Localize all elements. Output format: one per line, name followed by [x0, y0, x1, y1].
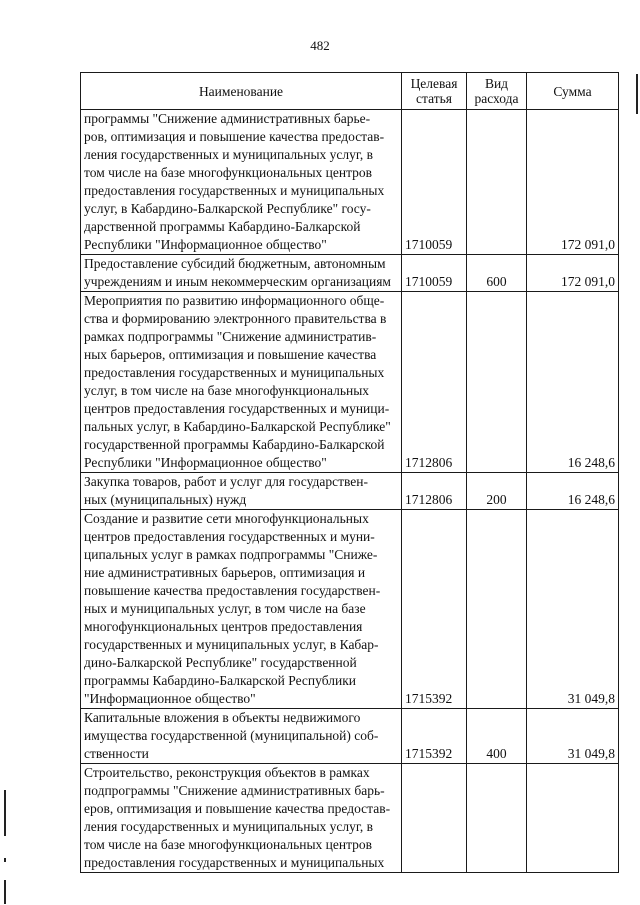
row-target-article: 1712806: [402, 473, 467, 510]
row-amount: 172 091,0: [527, 255, 619, 292]
header-expense-type: Вид расхода: [467, 73, 527, 110]
scan-margin-mark: [4, 880, 6, 904]
row-amount: 31 049,8: [527, 709, 619, 764]
row-name: Мероприятия по развитию информационного обще- ства и формированию электронного правительства в рамках подпрограммы "Снижение административ- ных барьеров, оптимизация и повышение качества предоставления государственных и муниципальных услуг, в том числе на базе многофункциональных центров предоставления государственных и муници- пальных услуг, в Кабардино-Балкарской Республике" государственной программы Кабардино-Балкарской Республики "Информационное общество": [81, 292, 402, 473]
budget-table: [80, 72, 619, 873]
row-expense-type: 200: [467, 473, 527, 510]
header-name: Наименование: [81, 73, 402, 110]
table-row: [81, 709, 619, 764]
row-target-article: [402, 764, 467, 873]
row-amount: 16 248,6: [527, 473, 619, 510]
scan-margin-mark: [4, 858, 6, 862]
row-amount: 172 091,0: [527, 110, 619, 255]
row-name: программы "Снижение административных барье- ров, оптимизация и повышение качества предостав- ления государственных и муниципальных услуг, в том числе на базе многофункциональных центров предоставления государственных и муниципальных услуг, в Кабардино-Балкарской Республике" госу- дарственной программы Кабардино-Балкарской Республики "Информационное общество": [81, 110, 402, 255]
row-target-article: 1710059: [402, 110, 467, 255]
row-name: Строительство, реконструкция объектов в рамках подпрограммы "Снижение административных барь- еров, оптимизация и повышение качества предостав- ления государственных и муниципальных услуг, в том числе на базе многофункциональных центров предоставления государственных и муниципальных: [81, 764, 402, 873]
row-name: Капитальные вложения в объекты недвижимого имущества государственной (муниципальной) соб- ственности: [81, 709, 402, 764]
table-row: [81, 110, 619, 255]
row-amount: 31 049,8: [527, 510, 619, 709]
table-header-row: [81, 73, 619, 110]
table-row: [81, 764, 619, 873]
row-name: Создание и развитие сети многофункциональных центров предоставления государственных и муни- ципальных услуг в рамках подпрограммы "Сниже- ние административных барьеров, оптимизация и повышение качества предоставления государствен- ных и муниципальных услуг, в том числе на базе многофункциональных центров предоставления государственных и муниципальных услуг, в Кабар- дино-Балкарской Республике" государственной программы Кабардино-Балкарской Республики "Информационное общество": [81, 510, 402, 709]
row-target-article: 1715392: [402, 709, 467, 764]
table-row: [81, 255, 619, 292]
row-expense-type: [467, 292, 527, 473]
row-target-article: 1712806: [402, 292, 467, 473]
row-name: Закупка товаров, работ и услуг для государствен- ных (муниципальных) нужд: [81, 473, 402, 510]
row-target-article: 1710059: [402, 255, 467, 292]
row-expense-type: 400: [467, 709, 527, 764]
row-amount: [527, 764, 619, 873]
row-expense-type: [467, 510, 527, 709]
row-expense-type: [467, 110, 527, 255]
row-expense-type: 600: [467, 255, 527, 292]
header-target-article: Целевая статья: [402, 73, 467, 110]
row-amount: 16 248,6: [527, 292, 619, 473]
table-row: [81, 292, 619, 473]
row-expense-type: [467, 764, 527, 873]
row-name: Предоставление субсидий бюджетным, автономным учреждениям и иным некоммерческим организациям: [81, 255, 402, 292]
table-row: [81, 510, 619, 709]
page-number: 482: [310, 38, 330, 53]
scan-margin-mark: [4, 790, 6, 836]
header-amount: Сумма: [527, 73, 619, 110]
table-row: [81, 473, 619, 510]
scan-margin-mark: [636, 74, 638, 114]
row-target-article: 1715392: [402, 510, 467, 709]
